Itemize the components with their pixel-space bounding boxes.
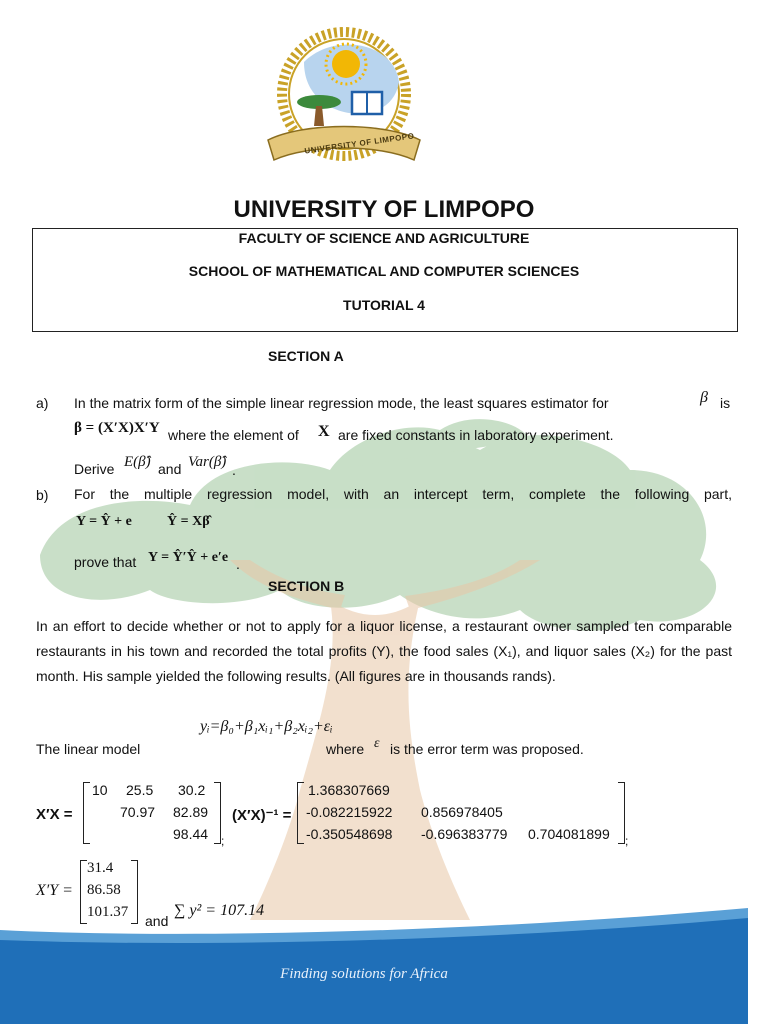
vector-cell: 86.58 bbox=[87, 882, 121, 898]
logo-book bbox=[352, 92, 382, 114]
semicolon-2: ; bbox=[625, 834, 629, 848]
prove-text: prove that bbox=[74, 554, 137, 570]
beta-symbol: β bbox=[700, 389, 708, 406]
item-b-line1: For the multiple regression model, with an intercept term, complete the following part, bbox=[74, 486, 732, 502]
estimator-formula: β = (X′X)X′Y bbox=[74, 420, 160, 436]
vector-cell: 31.4 bbox=[87, 860, 114, 876]
matrix-cell: 0.704081899 bbox=[528, 826, 610, 842]
item-a-line2-text: where the element of bbox=[168, 427, 299, 443]
expectation-expr: E(β̂) bbox=[124, 454, 151, 470]
model-text: The linear model bbox=[36, 741, 141, 757]
matrix-cell: 82.89 bbox=[173, 804, 209, 820]
section-a-title: SECTION A bbox=[268, 348, 344, 364]
xtx-matrix bbox=[83, 782, 221, 844]
item-a-line1-end: is bbox=[720, 395, 731, 411]
matrix-cell: -0.350548698 bbox=[306, 826, 393, 842]
tutorial-title: TUTORIAL 4 bbox=[343, 297, 425, 313]
item-a-label: a) bbox=[36, 395, 49, 411]
xtx-inverse-label: (X′X)⁻¹ = bbox=[232, 807, 292, 824]
item-b-label: b) bbox=[36, 487, 49, 503]
derive-text: Derive bbox=[74, 461, 115, 477]
period-b: . bbox=[236, 556, 240, 572]
x-symbol: X bbox=[318, 423, 330, 440]
watermark-canopy bbox=[40, 419, 716, 631]
matrix-cell: 25.5 bbox=[126, 782, 154, 798]
variance-expr: Var(β̂) bbox=[188, 454, 227, 470]
and-text-b: and bbox=[145, 913, 169, 929]
error-text: is the error term was proposed. bbox=[390, 741, 584, 757]
school-title: SCHOOL OF MATHEMATICAL AND COMPUTER SCIENCES bbox=[188, 263, 580, 279]
section-b-title: SECTION B bbox=[268, 578, 345, 594]
matrix-cell: 0.856978405 bbox=[421, 804, 503, 820]
model-equation: yᵢ=β₀+β₁xᵢ₁+β₂xᵢ₂+εᵢ bbox=[200, 718, 333, 735]
matrix-cell: 30.2 bbox=[178, 782, 206, 798]
footer-tagline: Finding solutions for Africa bbox=[280, 966, 448, 982]
item-a-line1-text: In the matrix form of the simple linear regression mode, the least squares estimator for bbox=[74, 395, 609, 411]
footer-banner bbox=[0, 900, 768, 1024]
period-a: . bbox=[232, 462, 236, 478]
xtx-label: X′X = bbox=[36, 806, 73, 823]
matrix-cell: 70.97 bbox=[120, 804, 156, 820]
prove-equation: Y = Ŷ′Ŷ + e′e bbox=[148, 550, 229, 565]
matrix-cell: -0.696383779 bbox=[421, 826, 508, 842]
item-a-line1 bbox=[74, 389, 734, 411]
logo-ring-text: UNIVERSITY OF LIMPOPO bbox=[303, 131, 415, 156]
matrix-cell: 1.368307669 bbox=[308, 782, 390, 798]
and-text-a: and bbox=[158, 461, 182, 477]
equation-yhat: Ŷ = Xβ̂ bbox=[167, 514, 210, 529]
vector-cell: 101.37 bbox=[87, 904, 129, 920]
semicolon-1: ; bbox=[221, 834, 225, 848]
faculty-title: FACULTY OF SCIENCE AND AGRICULTURE bbox=[238, 230, 530, 246]
item-a-line2-end: are fixed constants in laboratory experiment. bbox=[338, 427, 614, 443]
university-title: UNIVERSITY OF LIMPOPO bbox=[233, 196, 535, 223]
matrix-cell: -0.082215922 bbox=[306, 804, 393, 820]
xtx-inverse-matrix bbox=[297, 782, 625, 844]
matrix-cell: 98.44 bbox=[173, 826, 209, 842]
sum-equation: ∑ y² = 107.14 bbox=[174, 902, 265, 919]
equation-y: Y = Ŷ + e bbox=[76, 514, 132, 529]
matrix-cell: 10 bbox=[92, 782, 108, 798]
xty-label: X′Y = bbox=[36, 882, 73, 899]
section-b-paragraph: In an effort to decide whether or not to apply for a liquor license, a restaurant owner sampled ten comparable restaurants in his town and recorded the total profits (Y), the food sales (X₁), and liquor sales (X₂) for the past month. His sample yielded the following results. (All figures are in thousands rands). bbox=[36, 618, 732, 684]
where-text: where bbox=[326, 741, 365, 757]
epsilon-symbol: ε bbox=[374, 736, 380, 751]
